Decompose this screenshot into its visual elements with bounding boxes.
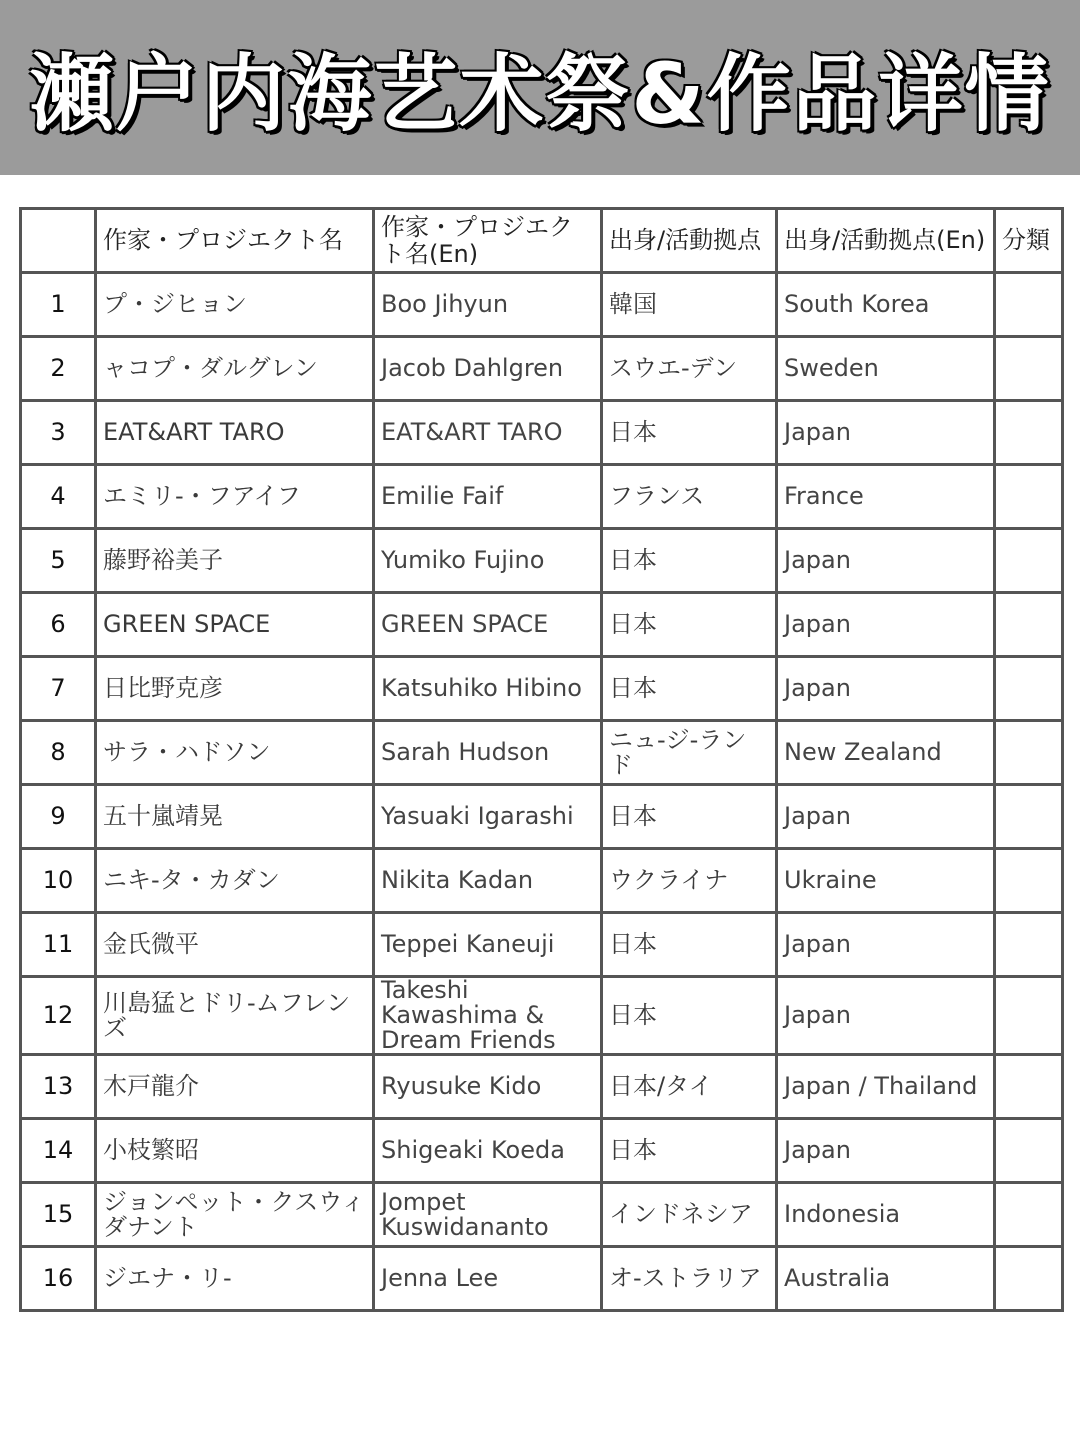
cell-name-ja: 五十嵐靖晃	[96, 785, 374, 849]
cell-name-ja: サラ・ハドソン	[96, 721, 374, 785]
cell-category	[995, 721, 1063, 785]
row-number: 15	[21, 1183, 96, 1247]
cell-base-en: New Zealand	[777, 721, 995, 785]
header-name-ja: 作家・プロジエクト名	[96, 209, 374, 273]
cell-category	[995, 1247, 1063, 1311]
cell-name-ja: 藤野裕美子	[96, 529, 374, 593]
cell-name-en: Ryusuke Kido	[374, 1055, 602, 1119]
cell-name-en: Shigeaki Koeda	[374, 1119, 602, 1183]
cell-base-en: Sweden	[777, 337, 995, 401]
cell-name-ja: エミリ-・フアイフ	[96, 465, 374, 529]
table-row	[21, 1119, 1063, 1183]
table-row	[21, 1055, 1063, 1119]
cell-name-en: Yasuaki Igarashi	[374, 785, 602, 849]
cell-category	[995, 913, 1063, 977]
cell-base-en: Australia	[777, 1247, 995, 1311]
table-row	[21, 273, 1063, 337]
cell-category	[995, 1183, 1063, 1247]
cell-name-en: Boo Jihyun	[374, 273, 602, 337]
cell-base-ja: 日本	[602, 913, 777, 977]
row-number: 12	[21, 977, 96, 1055]
table-row	[21, 785, 1063, 849]
table-row	[21, 465, 1063, 529]
cell-base-ja: ニュ-ジ-ランド	[602, 721, 777, 785]
table-row	[21, 529, 1063, 593]
cell-name-en: Yumiko Fujino	[374, 529, 602, 593]
table-row	[21, 1247, 1063, 1311]
cell-base-ja: 日本	[602, 401, 777, 465]
row-number: 10	[21, 849, 96, 913]
cell-base-ja: 日本	[602, 977, 777, 1055]
row-number: 11	[21, 913, 96, 977]
cell-base-en: Japan	[777, 401, 995, 465]
row-number: 7	[21, 657, 96, 721]
cell-name-en: Jompet Kuswidananto	[374, 1183, 602, 1247]
row-number: 5	[21, 529, 96, 593]
table-row	[21, 721, 1063, 785]
cell-name-ja: ジョンペット・クスウィダナント	[96, 1183, 374, 1247]
cell-name-en: EAT&ART TARO	[374, 401, 602, 465]
table-row	[21, 337, 1063, 401]
cell-category	[995, 1119, 1063, 1183]
cell-name-en: Teppei Kaneuji	[374, 913, 602, 977]
row-number: 2	[21, 337, 96, 401]
cell-base-en: Japan	[777, 913, 995, 977]
cell-base-en: Japan / Thailand	[777, 1055, 995, 1119]
cell-category	[995, 977, 1063, 1055]
cell-name-en: Katsuhiko Hibino	[374, 657, 602, 721]
table-row	[21, 977, 1063, 1055]
cell-name-ja: プ・ジヒョン	[96, 273, 374, 337]
table-row	[21, 913, 1063, 977]
cell-base-en: Japan	[777, 977, 995, 1055]
cell-name-en: Takeshi Kawashima & Dream Friends	[374, 977, 602, 1055]
header-base-ja: 出身/活動拠点	[602, 209, 777, 273]
cell-category	[995, 273, 1063, 337]
row-number: 3	[21, 401, 96, 465]
title-banner	[0, 0, 1080, 175]
cell-category	[995, 657, 1063, 721]
cell-name-ja: GREEN SPACE	[96, 593, 374, 657]
header-number	[21, 209, 96, 273]
cell-name-en: GREEN SPACE	[374, 593, 602, 657]
cell-name-ja: 小枝繁昭	[96, 1119, 374, 1183]
row-number: 16	[21, 1247, 96, 1311]
cell-base-ja: スウエ-デン	[602, 337, 777, 401]
header-base-en: 出身/活動拠点(En)	[777, 209, 995, 273]
cell-name-en: Jacob Dahlgren	[374, 337, 602, 401]
cell-base-en: Japan	[777, 529, 995, 593]
cell-category	[995, 593, 1063, 657]
cell-base-en: Japan	[777, 657, 995, 721]
cell-name-ja: 日比野克彦	[96, 657, 374, 721]
header-category: 分類	[995, 209, 1063, 273]
cell-base-en: Japan	[777, 1119, 995, 1183]
cell-category	[995, 401, 1063, 465]
cell-category	[995, 1055, 1063, 1119]
row-number: 1	[21, 273, 96, 337]
cell-base-en: Japan	[777, 593, 995, 657]
table-row	[21, 849, 1063, 913]
row-number: 13	[21, 1055, 96, 1119]
cell-base-ja: インドネシア	[602, 1183, 777, 1247]
cell-base-ja: 日本	[602, 657, 777, 721]
cell-category	[995, 785, 1063, 849]
cell-base-en: Japan	[777, 785, 995, 849]
cell-base-ja: 日本	[602, 593, 777, 657]
cell-base-ja: 日本	[602, 529, 777, 593]
table-row	[21, 657, 1063, 721]
cell-name-ja: 金氏微平	[96, 913, 374, 977]
cell-name-ja: ャコプ・ダルグレン	[96, 337, 374, 401]
cell-name-en: Jenna Lee	[374, 1247, 602, 1311]
table-header-row	[21, 209, 1063, 273]
page-title: 瀬户内海艺术祭&作品详情	[29, 45, 1051, 143]
cell-base-ja: フランス	[602, 465, 777, 529]
cell-category	[995, 465, 1063, 529]
artist-table	[19, 207, 1064, 1312]
cell-name-ja: ニキ-タ・カダン	[96, 849, 374, 913]
cell-name-ja: EAT&ART TARO	[96, 401, 374, 465]
cell-name-en: Emilie Faif	[374, 465, 602, 529]
cell-category	[995, 337, 1063, 401]
cell-base-ja: 韓国	[602, 273, 777, 337]
header-name-en: 作家・プロジエクト名(En)	[374, 209, 602, 273]
cell-base-ja: オ-ストラリア	[602, 1247, 777, 1311]
cell-name-ja: 木戸龍介	[96, 1055, 374, 1119]
cell-base-ja: ウクライナ	[602, 849, 777, 913]
row-number: 4	[21, 465, 96, 529]
cell-base-ja: 日本	[602, 785, 777, 849]
cell-name-en: Sarah Hudson	[374, 721, 602, 785]
cell-base-en: South Korea	[777, 273, 995, 337]
row-number: 14	[21, 1119, 96, 1183]
cell-base-ja: 日本	[602, 1119, 777, 1183]
row-number: 8	[21, 721, 96, 785]
cell-base-ja: 日本/タイ	[602, 1055, 777, 1119]
cell-base-en: Indonesia	[777, 1183, 995, 1247]
cell-category	[995, 849, 1063, 913]
cell-name-ja: ジエナ・リ-	[96, 1247, 374, 1311]
table-row	[21, 593, 1063, 657]
row-number: 6	[21, 593, 96, 657]
row-number: 9	[21, 785, 96, 849]
cell-category	[995, 529, 1063, 593]
table-row	[21, 401, 1063, 465]
cell-base-en: France	[777, 465, 995, 529]
table-row	[21, 1183, 1063, 1247]
cell-name-en: Nikita Kadan	[374, 849, 602, 913]
cell-name-ja: 川島猛とドリ-ムフレンズ	[96, 977, 374, 1055]
cell-base-en: Ukraine	[777, 849, 995, 913]
